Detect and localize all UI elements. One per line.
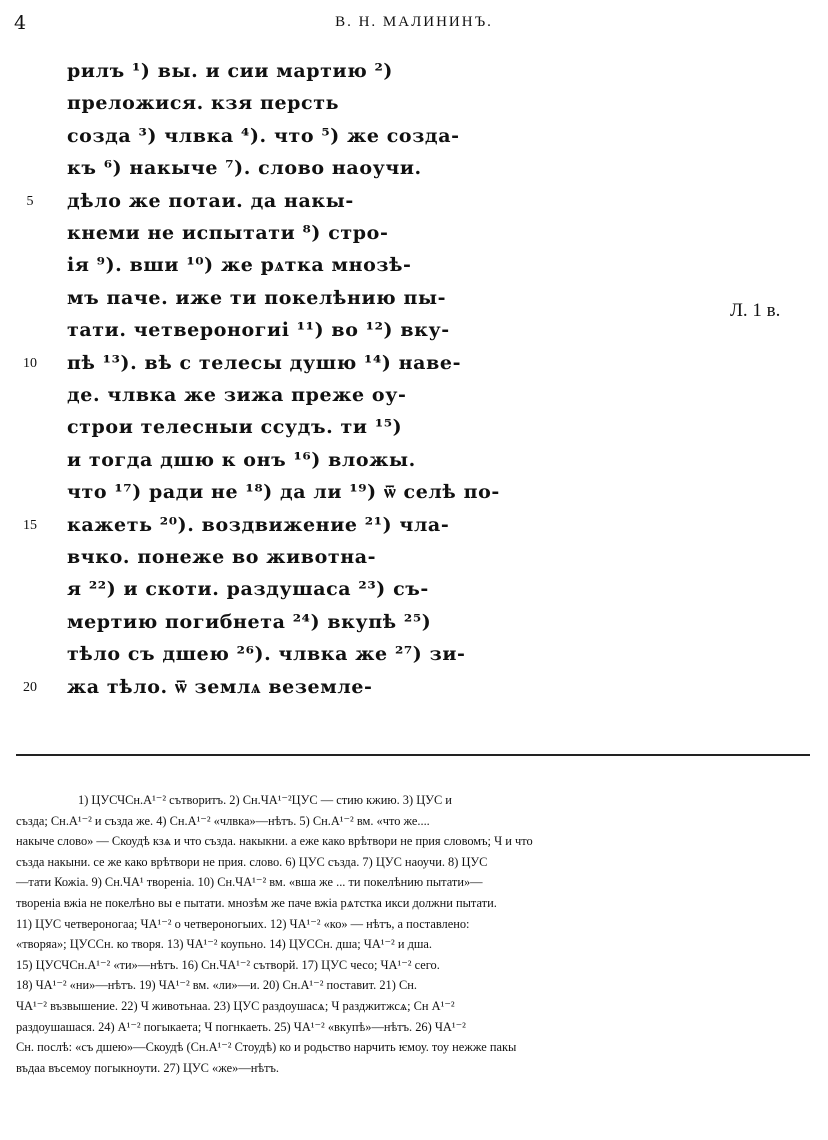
line-text: кнеми не испытати ⁸) стро- [67,222,389,244]
text-line [0,319,828,351]
margin-folio-note: Л. 1 в. [730,300,781,321]
text-line [0,676,828,708]
page-number: 4 [14,12,27,34]
footnote-line: Сн. послѣ: «съ дшею»—Скоудѣ (Сн.А¹⁻² Стоудѣ) ко и родьство нарчить ѥмоу. тоу нежже пакы [16,1040,517,1055]
footnote-line: «творяа»; ЦУССн. ко творя. 13) ЧА¹⁻² коупьно. 14) ЦУССн. дша; ЧА¹⁻² и дша. [16,937,433,952]
footnotes [16,790,816,1078]
text-line [0,514,828,546]
line-text: къ ⁶) накыче ⁷). слово наоучи. [67,157,422,180]
line-text: тѣло съ дшею ²⁶). члвка же ²⁷) зи- [67,643,466,666]
footnote-line: раздоушашася. 24) А¹⁻² погыкаета; Ч погнкаеть. 25) ЧА¹⁻² «вкупѣ»—нѣтъ. 26) ЧА¹⁻² [16,1019,466,1034]
line-text: пѣ ¹³). вѣ с телесы душю ¹⁴) наве- [67,351,462,374]
line-text: жа тѣло. ѿ землѧ веземле- [67,675,373,698]
line-number: 15 [23,517,37,533]
footnote-line: създа накыни. се же како врѣтвори не прия. слово. 6) ЦУС създа. 7) ЦУС наоучи. 8) ЦУС [16,854,488,869]
line-number: 10 [23,355,37,371]
text-line [0,416,828,448]
footnote-line: творенiа вжiа не покелѣно вы е пытати. мнозѣм же паче вжiа рѧтстка икси должни пытати. [16,895,497,910]
line-text: что ¹⁷) ради не ¹⁸) да ли ¹⁹) ѿ селѣ по- [67,481,500,504]
line-text: дѣло же потаи. да накы- [67,189,354,212]
line-text: ія ⁹). вши ¹⁰) же рѧтка мнозѣ- [67,254,412,277]
footnote-line: накыче слово» — Скоудѣ кзѧ и что създа. накыкни. а еже како врѣтвори не прия словомъ; Ч и что [16,834,533,849]
footnote-line: ЧА¹⁻² възвышение. 22) Ч животьнаа. 23) ЦУС раздоушасѧ; Ч разджитжсѧ; Сн А¹⁻² [16,998,455,1013]
footnote-line: 11) ЦУС четвероногаа; ЧА¹⁻² о четвероногыих. 12) ЧА¹⁻² «ко» — нѣтъ, а поставлено: [16,916,470,931]
line-text: тати. четвероногиі ¹¹) во ¹²) вку- [67,319,450,342]
text-line [0,222,828,254]
text-line [0,449,828,481]
line-text: кажеть ²⁰). воздвижение ²¹) чла- [67,513,450,536]
text-line [0,611,828,643]
text-line [0,157,828,189]
text-line [0,384,828,416]
line-text: и тогда дшю к онъ ¹⁶) вложы. [67,448,416,471]
line-text: я ²²) и скоти. раздушаса ²³) съ- [67,578,429,601]
text-line [0,352,828,384]
footnote-line: 18) ЧА¹⁻² «ни»—нѣтъ. 19) ЧА¹⁻² вм. «ли»—и. 20) Сн.А¹⁻² поставит. 21) Сн. [16,978,417,993]
line-text: мертию погибнета ²⁴) вкупѣ ²⁵) [67,610,432,633]
line-text: вчко. понеже во животна- [67,546,377,568]
line-text: мъ паче. иже ти покелѣнию пы- [67,286,447,309]
text-line [0,254,828,286]
footnote-line: 15) ЦУСЧСн.А¹⁻² «ти»—нѣтъ. 16) Сн.ЧА¹⁻² сътворй. 17) ЦУС чесо; ЧА¹⁻² сего. [16,957,440,972]
line-number: 5 [26,193,34,209]
text-line [0,578,828,610]
text-line [0,287,828,319]
footnote-line: —тати Кожiа. 9) Сн.ЧА¹ творенiа. 10) Сн.ЧА¹⁻² вм. «вша же ... ти покелѣнию пытати»— [16,875,483,890]
line-text: строи телесныи ссудъ. ти ¹⁵) [67,416,403,439]
line-text: преложися. кзя персть [67,92,340,115]
footnote-line: 1) ЦУСЧСн.А¹⁻² сътворитъ. 2) Сн.ЧА¹⁻²ЦУС — стию кжию. 3) ЦУС и [78,793,452,807]
text-line [0,60,828,92]
line-text: рилъ ¹) вы. и сии мартию ²) [67,60,394,82]
text-line [0,481,828,513]
text-line [0,125,828,157]
text-line [0,643,828,675]
text-line [0,190,828,222]
line-number: 20 [23,679,37,695]
footnote-line: създа; Сн.А¹⁻² и създа же. 4) Сн.А¹⁻² «члвка»—нѣтъ. 5) Сн.А¹⁻² вм. «что же.... [16,813,430,828]
text-line [0,546,828,578]
footnote-rule [16,754,810,756]
text-line [0,92,828,124]
running-head: В. Н. МАЛИНИНЪ. [335,14,493,30]
line-text: созда ³) члвка ⁴). что ⁵) же созда- [67,124,460,147]
line-text: де. члвка же зижа преже оу- [67,384,407,406]
footnote-line: въдаа въсемоу погыкноути. 27) ЦУС «же»—нѣтъ. [16,1060,280,1075]
